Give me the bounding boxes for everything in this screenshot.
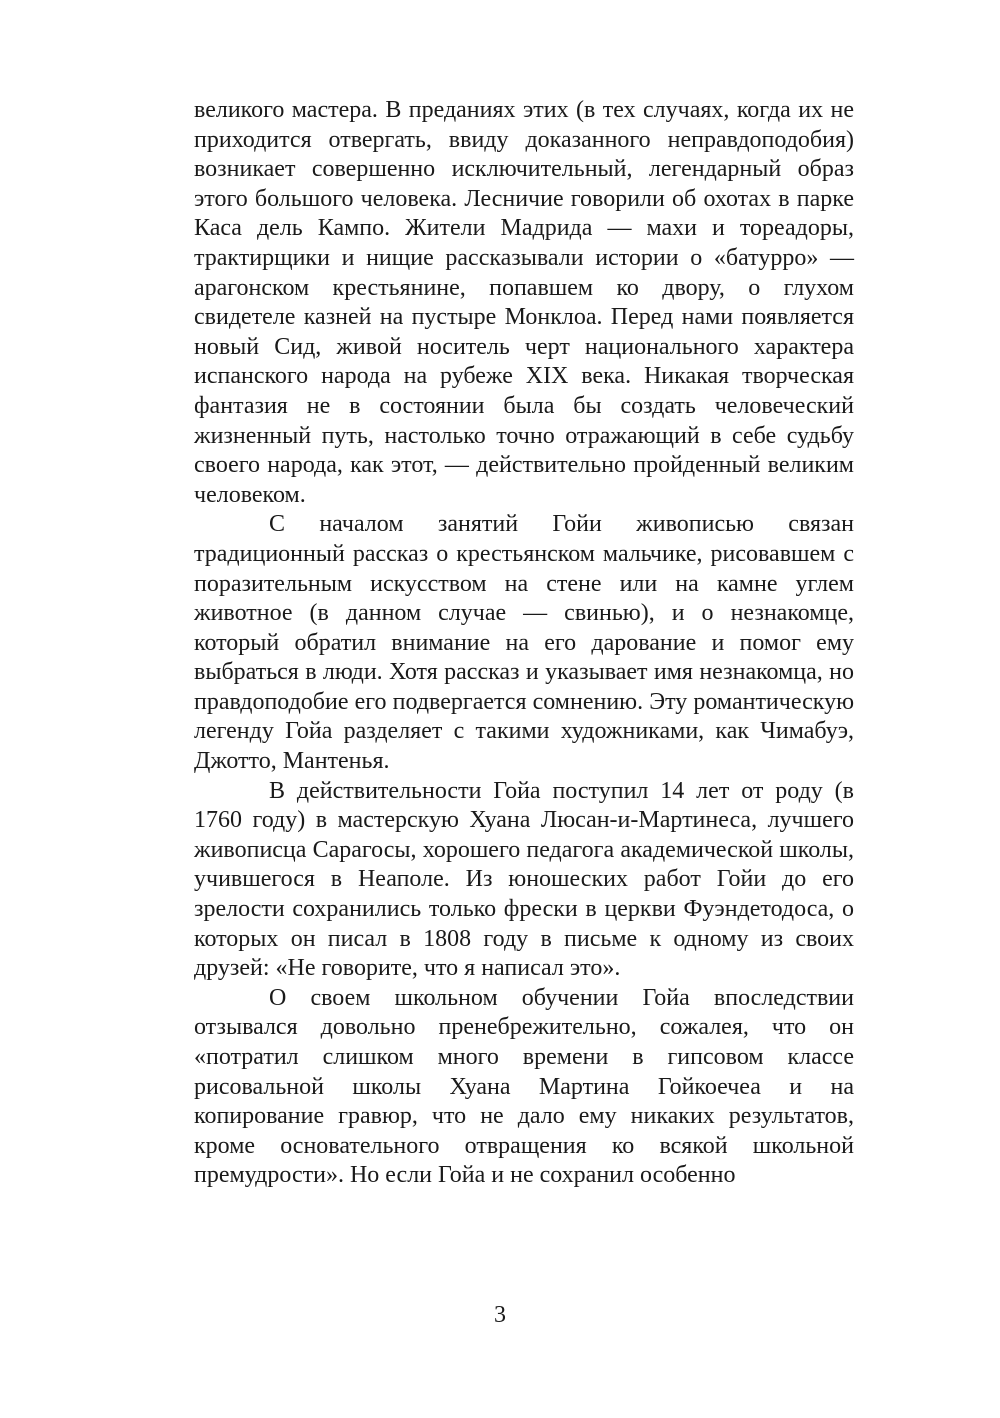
paragraph-3: В действительности Гойа поступил 14 лет от роду (в 1760 году) в мастерскую Хуана Люсан-и-Мартинеса, лучшего живописца Сарагосы, хорошего педагога академической школы, учившегося в Неаполе. Из юношеских работ Гойи до его зрелости сохранились только фрески в церкви Фуэндетодоса, о которых он писал в 1808 году в письме к одному из своих друзей: «Не говорите, что я написал это». [194, 777, 854, 982]
page-number: 3 [494, 1302, 506, 1328]
paragraph-4: О своем школьном обучении Гойа впоследствии отзывался довольно пренебрежительно, сожалея, что он «потратил слишком много времени в гипсовом классе рисовальной школы Хуана Мартина Гойкоечеа и на копирование гравюр, что не дало ему никаких результатов, кроме основательного отвращения ко всякой школьной премудрости». Но если Гойа и не сохранил особенно [194, 984, 854, 1189]
page-body [194, 96, 854, 1191]
paragraph-1: великого мастера. В преданиях этих (в тех случаях, когда их не приходится отвергать, ввиду доказанного неправдоподобия) возникает совершенно исключительный, легендарный образ этого большого человека. Лесничие говорили об охотах в парке Каса дель Кампо. Жители Мадрида — махи и тореадоры, трактирщики и нищие рассказывали истории о «батурро» — арагонском крестьянине, попавшем ко двору, о глухом свидетеле казней на пустыре Монклоа. Перед нами появляется новый Сид, живой носитель черт национального характера испанского народа на рубеже XIX века. Никакая творческая фантазия не в состоянии была бы создать человеческий жизненный путь, настолько точно отражающий в себе судьбу своего народа, как этот, — действительно пройденный великим человеком. [194, 97, 854, 508]
paragraph-2: С началом занятий Гойи живописью связан традиционный рассказ о крестьянском мальчике, рисовавшем с поразительным искусством на стене или на камне углем животное (в данном случае — свинью), и о незнакомце, который обратил внимание на его дарование и помог ему выбраться в люди. Хотя рассказ и указывает имя незнакомца, но правдоподобие его подвергается сомнению. Эту романтическую легенду Гойа разделяет с такими художниками, как Чимабуэ, Джотто, Мантенья. [194, 511, 854, 775]
